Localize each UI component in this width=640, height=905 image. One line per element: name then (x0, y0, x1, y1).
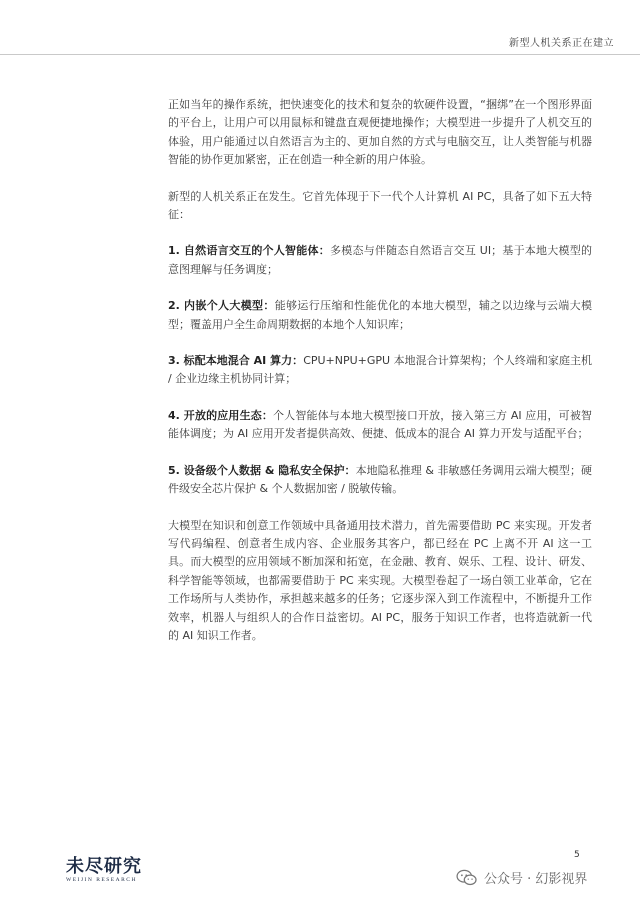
feature-text: 个人智能体与本地大模型接口开放，接入第三方 AI 应用，可被智能体调度；为 AI 应用开发者提供高效、便捷、低成本的混合 AI 算力开发与适配平台； (168, 408, 592, 441)
feature-item-3 (168, 352, 592, 389)
final-paragraph: 大模型在知识和创意工作领域中具备通用技术潜力，首先需要借助 PC 来实现。开发者写代码编程、创意者生成内容、企业服务其客户，都已经在 PC 上离不开 AI 这一工具。而大模型的应用领域不断加深和拓宽，在金融、教育、娱乐、工程、设计、研发、科学智能等领域，也都需要借助于 PC 来实现。大模型卷起了一场白领工业革命，它在工作场所与人类协作，承担越来越多的任务；它逐步深入到工作流程中，不断提升工作效率，机器人与组织人的合作日益密切。AI PC，服务于知识工作者，也将造就新一代的 AI 知识工作者。 (168, 518, 592, 642)
logo-english: WEIJIN RESEARCH (66, 877, 137, 883)
feature-title: 5. 设备级个人数据 & 隐私安全保护： (168, 463, 356, 477)
lead-paragraph: 新型的人机关系正在发生。它首先体现于下一代个人计算机 AI PC，具备了如下五大特征： (168, 189, 592, 222)
main-content (168, 96, 592, 645)
feature-title: 1. 自然语言交互的个人智能体： (168, 244, 330, 258)
feature-text: 多模态与伴随态自然语言交互 UI；基于本地大模型的意图理解与任务调度； (168, 244, 592, 276)
feature-title: 2. 内嵌个人大模型： (168, 299, 275, 313)
feature-text: 能够运行压缩和性能优化的本地大模型，辅之以边缘与云端大模型；覆盖用户全生命周期数据的本地个人知识库； (168, 299, 592, 331)
feature-title: 3. 标配本地混合 AI 算力： (168, 354, 304, 368)
watermark-text: 公众号 · 幻影视界 (484, 872, 588, 887)
header-divider (0, 54, 640, 55)
watermark (456, 868, 587, 887)
wechat-icon (456, 869, 478, 887)
feature-text: 本地隐私推理 & 非敏感任务调用云端大模型；硬件级安全芯片保护 & 个人数据加密 / 脱敏传输。 (168, 463, 592, 496)
feature-item-4 (168, 407, 592, 444)
intro-paragraph: 正如当年的操作系统，把快速变化的技术和复杂的软硬件设置，“捆绑”在一个图形界面的平台上，让用户可以用鼠标和键盘直观便捷地操作；大模型进一步提升了人机交互的体验，用户能通过以自然语言为主的、更加自然的方式与电脑交互，让人类智能与机器智能的协作更加紧密，正在创造一种全新的用户体验。 (168, 98, 592, 167)
logo-chinese: 未尽研究 (66, 856, 142, 877)
feature-item-2 (168, 297, 592, 334)
feature-title: 4. 开放的应用生态： (168, 408, 274, 422)
page-number: 5 (574, 850, 580, 860)
feature-item-5 (168, 462, 592, 499)
feature-text: CPU+NPU+GPU 本地混合计算架构；个人终端和家庭主机 / 企业边缘主机协同计算； (168, 354, 592, 386)
header-title: 新型人机关系正在建立 (509, 38, 614, 49)
feature-item-1 (168, 242, 592, 279)
page-header (0, 0, 640, 62)
brand-logo (66, 852, 142, 883)
